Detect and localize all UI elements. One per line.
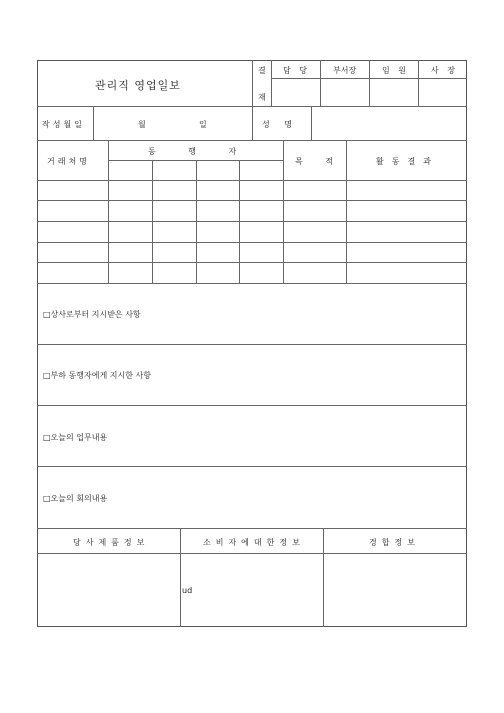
- info-own-product-header: 당사제품정보: [73, 538, 150, 547]
- section-todays-work: □오늘의 업무내용: [43, 433, 108, 442]
- approval-role-dept-head: 부서장: [333, 66, 357, 75]
- col-purpose-header: 목 적: [295, 157, 333, 166]
- divider: [283, 140, 284, 283]
- divider: [311, 106, 312, 140]
- divider: [37, 553, 467, 554]
- divider: [369, 60, 370, 107]
- divider: [271, 78, 467, 79]
- divider: [37, 405, 467, 406]
- divider: [37, 262, 467, 263]
- report-title: 관리직 영업일보: [95, 79, 181, 92]
- divider: [37, 140, 467, 141]
- divider: [37, 344, 467, 345]
- divider: [37, 221, 467, 222]
- divider: [152, 160, 153, 283]
- divider: [323, 528, 324, 627]
- stray-text: ud: [182, 586, 193, 595]
- approval-label-top: 결: [258, 66, 266, 75]
- divider: [37, 242, 467, 243]
- divider: [180, 528, 181, 627]
- col-companion-header: 동 행 자: [148, 147, 237, 156]
- approval-role-executive: 임 원: [382, 66, 409, 75]
- divider: [271, 60, 272, 107]
- divider: [239, 160, 240, 283]
- divider: [37, 283, 467, 284]
- divider: [196, 160, 197, 283]
- divider: [37, 528, 467, 529]
- divider: [418, 60, 419, 107]
- divider: [37, 180, 467, 181]
- divider: [346, 140, 347, 283]
- section-instructions-from-superior: □상사로부터 지시받은 사항: [43, 310, 141, 319]
- name-label: 성 명: [262, 120, 298, 129]
- section-instructions-to-subordinate: □부하 동행자에게 지시한 사항: [43, 371, 151, 380]
- info-competition-header: 경합정보: [369, 538, 420, 547]
- approval-label-bottom: 재: [258, 93, 266, 102]
- approval-role-manager: 담 당: [283, 66, 310, 75]
- day-label: 일: [199, 120, 207, 129]
- divider: [93, 106, 94, 140]
- section-todays-meeting: □오늘의 회의내용: [43, 494, 108, 503]
- date-label: 작성월일: [42, 120, 85, 129]
- divider: [320, 60, 321, 107]
- divider: [37, 200, 467, 201]
- divider: [37, 466, 467, 467]
- col-client-header: 거래처명: [47, 157, 90, 166]
- divider: [252, 106, 253, 140]
- col-result-header: 활동결과: [376, 157, 439, 166]
- month-label: 월: [138, 120, 146, 129]
- approval-role-president: 사 장: [431, 66, 458, 75]
- divider: [252, 60, 253, 107]
- divider: [108, 140, 109, 283]
- info-consumer-header: 소비자에대한정보: [203, 538, 305, 547]
